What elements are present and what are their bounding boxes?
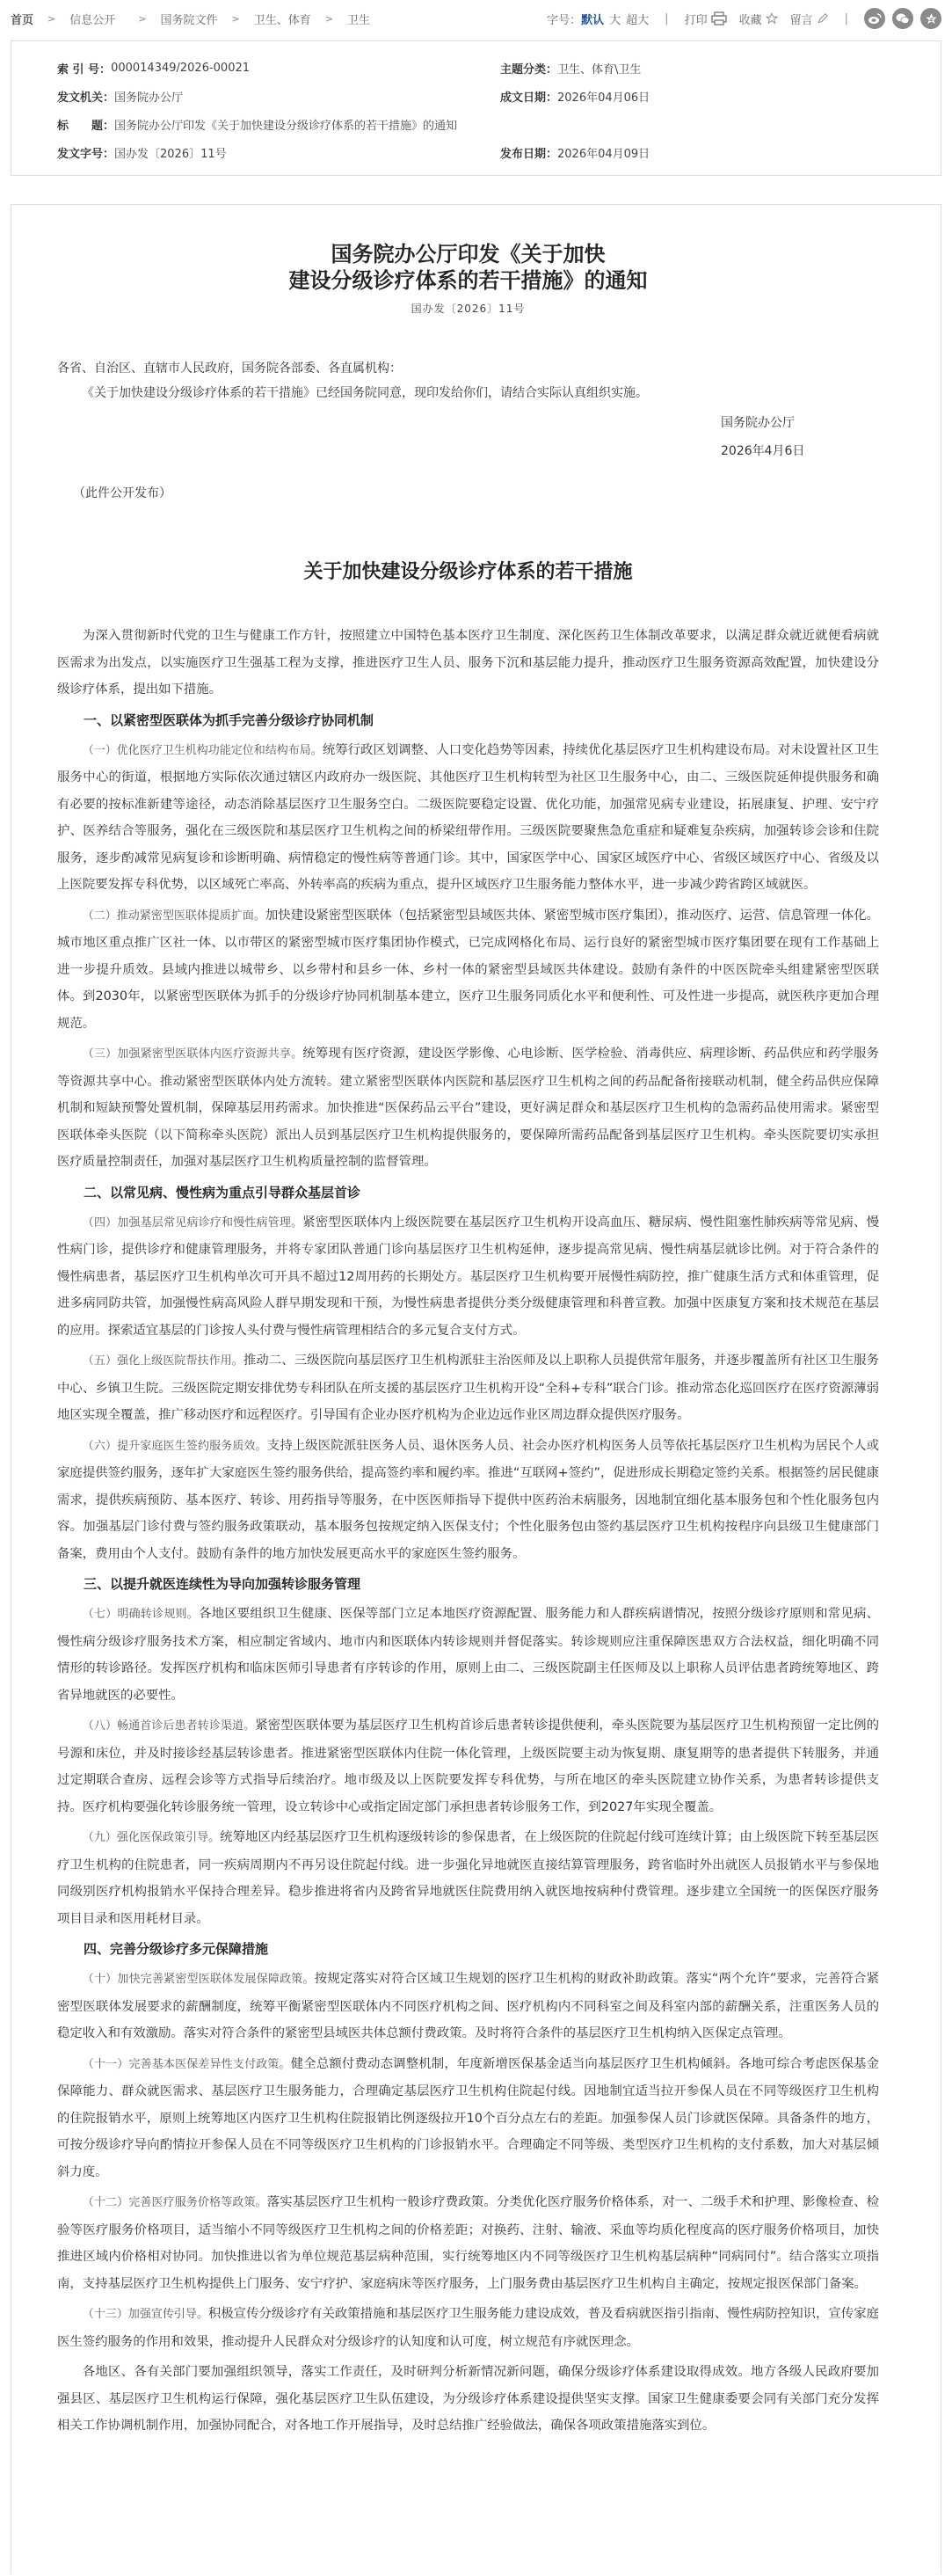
measure-text: 落实基层医疗卫生机构一般诊疗费政策。分类优化医疗服务价格体系，对一、二级手术和护理、影像检查、检验等医疗服务价格项目，适当缩小不同等级医疗卫生机构之间的价格差距；对换药、注射、输液、采血等均质化程度高的医疗服务价格项目，加快推进区域内价格相对协同。加快推进以省为单位规范基层病种范围，实行统筹地区内不同等级医疗卫生机构基层病种“同病同付”。结合落实立项指南，支持基层医疗卫生机构提供上门服务、安宁疗护、家庭病床等医疗服务，上门服务费由基层医疗卫生机构自主确定，按规定报医保部门备案。 — [57, 2195, 879, 2291]
measure-text: 各地区要组织卫生健康、医保等部门立足本地医疗资源配置、服务能力和人群疾病谱情况，按照分级诊疗原则和常见病、慢性病分级诊疗服务技术方案，相应制定省域内、地市内和医联体内转诊规则并督促落实。转诊规则应注重保障医患双方合法权益，细化明确不同情形的转诊路径。发挥医疗机构和临床医师引导患者有序转诊的作用，原则上由二、三级医院副主任医师及以上职称人员评估患者跨统筹地区、跨省异地就医的必要性。 — [57, 1607, 879, 1703]
measure-heading: （五）强化上级医院帮扶作用。 — [82, 1354, 243, 1368]
printer-icon — [711, 11, 727, 26]
breadcrumb-home[interactable]: 首页 — [11, 13, 34, 27]
breadcrumb-state-council-docs[interactable]: 国务院文件 — [160, 13, 218, 27]
doc-no-value: 国办发〔2026〕11号 — [114, 147, 227, 161]
font-size-default[interactable]: 默认 — [581, 13, 605, 27]
font-size-large[interactable]: 大 — [609, 13, 621, 27]
document-title — [57, 241, 879, 294]
sign-date: 2026年4月6日 — [721, 444, 805, 458]
measure-paragraph — [57, 1040, 879, 1176]
section-heading: 三、以提升就医连续性为导向加强转诊服务管理 — [84, 1576, 361, 1592]
preamble: 为深入贯彻新时代党的卫生与健康工作方针，按照建立中国特色基本医疗卫生制度、深化医药卫生体制改革要求，以满足群众就近就便看病就医需求为出发点，以实施医疗卫生强基工程为支撑，推进医疗卫生人员、服务下沉和基层能力提升，推动医疗卫生服务资源高效配置，加快建设分级诊疗体系，提出如下措施。 — [57, 629, 879, 697]
document-metadata — [11, 40, 941, 176]
star-icon — [766, 12, 778, 25]
measure-text: 紧密型医联体内上级医院要在基层医疗卫生机构开设高血压、糖尿病、慢性阻塞性肺疾病等常见病、慢性病门诊，提供诊疗和健康管理服务，并将专家团队普通门诊向基层医疗卫生机构延伸，逐步提高常见病、慢性病基层就诊比例。对于符合条件的慢性病患者，基层医疗卫生机构单次可开具不超过12周用药的长期处方。基层医疗卫生机构要开展慢性病防控，推广健康生活方式和体重管理，促进多病同防共管，加强慢性病高风险人群早期发现和干预，为慢性病患者提供分类分级健康管理和科普宣教。加强中医康复方案和技术规范在基层的应用。探索适宜基层的门诊按人头付费与慢性病管理相结合的多元复合支付方式。 — [57, 1215, 879, 1338]
measures-title: 关于加快建设分级诊疗体系的若干措施 — [303, 561, 633, 583]
issuer-label: 发文机关： — [57, 91, 115, 105]
measure-heading: （七）明确转诊规则。 — [82, 1608, 199, 1621]
print-button[interactable] — [685, 11, 727, 27]
measure-heading: （八）畅通首诊后患者转诊渠道。 — [82, 1719, 256, 1733]
sections-container — [57, 707, 879, 2356]
measure-heading: （二）推动紧密型医联体提质扩面。 — [82, 909, 265, 923]
publication-note: （此件公开发布） — [73, 486, 171, 500]
measure-paragraph — [57, 2051, 879, 2186]
intro-paragraph: 《关于加快建设分级诊疗体系的若干措施》已经国务院同意，现印发给你们，请结合实际认真组织实施。 — [82, 386, 648, 400]
meta-row — [57, 110, 941, 138]
measure-text: 加快建设紧密型医联体（包括紧密型县域医共体、紧密型城市医疗集团），推动医疗、运营、信息管理一体化。城市地区重点推广区社一体、以市带区的紧密型城市医疗集团协作模式，已完成网格化布局、运行良好的紧密型城市医疗集团要在现有工作基础上进一步提升质效。县域内推进以城带乡、以乡带村和县乡一体、乡村一体的紧密型县域医共体建设。鼓励有条件的中医医院牵头组建紧密型医联体。到2030年，以紧密型医联体为抓手的分级诊疗协同机制基本建立，医疗卫生服务同质化水平和便利性、可及性进一步提高，就医秩序更加合理规范。 — [57, 908, 879, 1031]
title-line-2: 建设分级诊疗体系的若干措施》的通知 — [288, 268, 648, 293]
index-no-value: 000014349/2026-00021 — [111, 61, 251, 75]
breadcrumb-info-public[interactable]: 信息公开 — [69, 13, 116, 27]
measure-heading: （十三）加强宣传引导。 — [82, 2308, 208, 2321]
font-size-label: 字号： — [547, 13, 582, 27]
pencil-icon — [817, 12, 829, 25]
measure-paragraph — [57, 902, 879, 1038]
doc-no-label: 发文字号： — [57, 147, 115, 161]
measure-paragraph — [57, 1433, 879, 1568]
closing-paragraph: 各地区、各有关部门要加强组织领导，落实工作责任，及时研判分析新情况新问题，确保分级诊疗体系建设取得成效。地方各级人民政府要加强县区、基层医疗卫生机构运行保障，强化基层医疗卫生队伍建设，为分级诊疗体系建设提供坚实支撑。国家卫生健康委要会同有关部门充分发挥相关工作协调机制作用，加强协同配合，对各地工作开展指导，及时总结推广经验做法，确保各项政策措施落实到位。 — [57, 2365, 879, 2433]
measure-paragraph — [57, 2301, 879, 2355]
page-tools — [547, 8, 941, 29]
section-heading: 二、以常见病、慢性病为重点引导群众基层首诊 — [84, 1184, 361, 1200]
measure-heading: （六）提升家庭医生签约服务质效。 — [82, 1439, 267, 1453]
measure-text: 健全总额付费动态调整机制，年度新增医保基金适当向基层医疗卫生机构倾斜。各地可综合考虑医保基金保障能力、群众就医需求、基层医疗卫生服务能力，合理确定基层医疗卫生机构住院起付线。因地制宜适当拉开参保人员在不同等级医疗卫生机构的住院报销水平，原则上统筹地区内医疗卫生机构住院报销比例逐级拉开10个百分点左右的差距。加强参保人员门诊就医保障。具备条件的地方，可按分级诊疗导向酌情拉开参保人员在不同等级医疗卫生机构的门诊报销水平。合理确定不同等级、类型医疗卫生机构的支付系数，加大对基层倾斜力度。 — [57, 2056, 879, 2179]
meta-row — [57, 138, 941, 166]
issuer-value: 国务院办公厅 — [114, 91, 184, 105]
section-heading: 一、以紧密型医联体为抓手完善分级诊疗协同机制 — [84, 712, 374, 728]
top-bar — [0, 0, 952, 37]
measure-paragraph — [57, 2189, 879, 2297]
written-date-label: 成文日期： — [500, 91, 558, 105]
measure-text: 积极宣传分级诊疗有关政策措施和基层医疗卫生服务能力建设成效，普及看病就医指引指南、慢性病防控知识，宣传家庭医生签约服务的作用和效果，推动提升人民群众对分级诊疗的认知度和认可度，树立规范有序就医理念。 — [57, 2307, 879, 2349]
measure-heading: （三）加强紧密型医联体内医疗资源共享。 — [82, 1047, 303, 1061]
measure-text: 支持上级医院派驻医务人员、退休医务人员、社会办医疗机构医务人员等依托基层医疗卫生机构为居民个人或家庭提供签约服务，逐年扩大家庭医生签约服务供给，提高签约率和履约率。推进“互联网+签约”，促进形成长期稳定签约关系。根据签约居民健康需求，提供疾病预防、基本医疗、转诊、用药指导等服务，在中医医师指导下提供中医药治未病服务，因地制宜细化基本服务包和个性化服务包内容。加强基层门诊付费与签约服务政策联动，基本服务包按规定纳入医保支付；个性化服务包由签约基层医疗卫生机构按程序向县级卫生健康部门备案，费用由个人支付。鼓励有条件的地方加快发展更高水平的家庭医生签约服务。 — [57, 1438, 879, 1561]
category-value: 卫生、体育\卫生 — [557, 62, 642, 77]
measure-paragraph — [57, 1824, 879, 1932]
measure-text: 统筹地区内经基层医疗卫生机构逐级转诊的参保患者，在上级医院的住院起付线可连续计算；由上级医院下转至基层医疗卫生机构的住院患者，同一疾病周期内不再另设住院起付线。进一步强化异地就医直接结算管理服务，跨省临时外出就医人员报销水平与参保地同级别医疗机构报销水平保持合理差异。稳步推进将省内及跨省异地就医住院费用纳入就医地按病种付费管理。逐步建立全国统一的医保医疗服务项目目录和医用耗材目录。 — [57, 1830, 879, 1926]
breadcrumb-separator: > — [324, 12, 333, 25]
breadcrumb-separator: > — [231, 12, 240, 25]
breadcrumb-health[interactable]: 卫生 — [346, 13, 370, 27]
breadcrumb — [11, 11, 370, 27]
measure-text: 紧密型医联体要为基层医疗卫生机构首诊后患者转诊提供便利，牵头医院要为基层医疗卫生机构预留一定比例的号源和床位，并及时接诊经基层转诊患者。推进紧密型医联体内住院一体化管理，上级医院要主动为恢复期、康复期等的患者提供下转服务，并通过定期联合查房、远程会诊等方式指导后续治疗。地市级及以上医院要发挥专科优势，与所在地区的牵头医院建立协作关系，为患者转诊提供支持。医疗机构要强化转诊服务统一管理，设立转诊中心或指定固定部门承担患者转诊服务工作，到2027年实现全覆盖。 — [57, 1719, 879, 1814]
signer: 国务院办公厅 — [721, 416, 795, 430]
share-icons — [864, 8, 941, 29]
divider: | — [844, 11, 848, 26]
wechat-icon[interactable] — [892, 8, 913, 29]
written-date-value: 2026年04月06日 — [557, 91, 650, 105]
measure-heading: （十一）完善基本医保差异性支付政策。 — [82, 2057, 291, 2071]
measure-text: 统筹行政区划调整、人口变化趋势等因素，持续优化基层医疗卫生机构建设布局。对未设置社区卫生服务中心的街道，根据地方实际依次通过辖区内政府办一级医院、其他医疗卫生机构转型为社区卫生服务中心，由二、三级医院延伸提供服务和确有必要的按标准新建等途径，动态消除基层医疗卫生服务空白。二级医院要稳定设置、优化功能，加强常见病专业建设，拓展康复、护理、安宁疗护、医养结合等服务，强化在三级医院和基层医疗卫生机构之间的桥梁纽带作用。三级医院要聚焦急危重症和疑难复杂疾病，加强转诊会诊和住院服务，逐步酌减常见病复诊和诊断明确、病情稳定的慢性病等普通门诊。其中，国家医学中心、国家区域医疗中心、省级区域医疗中心、省级及以上医院要发挥专科优势，以区域死亡率高、外转率高的疾病为重点，提升区域医疗卫生服务能力整体水平，进一步减少跨省跨区域就医。 — [57, 742, 880, 892]
section-heading: 四、完善分级诊疗多元保障措施 — [84, 1941, 269, 1957]
title-value: 国务院办公厅印发《关于加快建设分级诊疗体系的若干措施》的通知 — [114, 119, 458, 133]
measure-text: 按规定落实对符合区域卫生规划的医疗卫生机构的财政补助政策。落实“两个允许”要求，完善符合紧密型医联体发展要求的薪酬制度，统筹平衡紧密型医联体内不同医疗机构之间、医疗机构内不同科室之间及科室内部的薪酬关系，注重医务人员的稳定收入和有效激励。落实对符合条件的紧密型县域医共体总额付费政策。及时将符合条件的基层医疗卫生机构纳入医保定点管理。 — [57, 1972, 879, 2040]
meta-row — [57, 54, 941, 82]
breadcrumb-separator: > — [47, 12, 56, 25]
qzone-icon[interactable] — [920, 8, 941, 29]
title-label: 标 题： — [57, 119, 115, 133]
measure-paragraph — [57, 737, 879, 899]
document-content — [11, 204, 941, 2574]
publish-date-label: 发布日期： — [500, 147, 558, 161]
measure-heading: （十二）完善医疗服务价格等政策。 — [82, 2196, 267, 2209]
measure-heading: （一）优化医疗卫生机构功能定位和结构布局。 — [82, 743, 323, 757]
font-size-xlarge[interactable]: 超大 — [626, 13, 650, 27]
measure-heading: （九）强化医保政策引导。 — [82, 1831, 221, 1844]
measure-paragraph — [57, 1601, 879, 1709]
measure-paragraph — [57, 1712, 879, 1821]
comment-label: 留言 — [789, 13, 813, 27]
measure-heading: （四）加强基层常见病诊疗和慢性病管理。 — [82, 1215, 303, 1230]
measure-text: 推动二、三级医院向基层医疗卫生机构派驻主治医师及以上职称人员提供常年服务，并逐步覆盖所有社区卫生服务中心、乡镇卫生院。三级医院定期安排优势专科团队在所支援的基层医疗卫生机构开设“全科+专科”联合门诊。推动常态化巡回医疗在医疗资源薄弱地区实现全覆盖，推广移动医疗和远程医疗。引导国有企业办医疗机构为企业边远作业区周边群众提供医疗服务。 — [57, 1354, 879, 1422]
measure-paragraph — [57, 1347, 879, 1429]
category-label: 主题分类： — [500, 62, 558, 77]
index-no-label: 索 引 号： — [57, 62, 112, 77]
title-line-1: 国务院办公厅印发《关于加快 — [331, 242, 606, 266]
publish-date-value: 2026年04月09日 — [557, 147, 650, 161]
measure-paragraph — [57, 1966, 879, 2047]
weibo-icon[interactable] — [864, 8, 885, 29]
breadcrumb-separator: > — [138, 12, 147, 25]
measure-heading: （十）加快完善紧密型医联体发展保障政策。 — [82, 1973, 315, 1986]
divider: | — [665, 11, 669, 26]
breadcrumb-health-sports[interactable]: 卫生、体育 — [253, 13, 311, 27]
addressee: 各省、自治区、直辖市人民政府，国务院各部委、各直属机构： — [57, 361, 402, 376]
favorite-button[interactable] — [739, 11, 778, 27]
comment-button[interactable] — [790, 11, 829, 27]
print-label: 打印 — [684, 13, 708, 27]
meta-row — [57, 82, 941, 110]
signature-block — [57, 409, 879, 465]
measure-text: 统筹现有医疗资源，建设医学影像、心电诊断、医学检验、消毒供应、病理诊断、药品供应和药学服务等资源共享中心。推动紧密型医联体内处方流转。建立紧密型医联体内医院和基层医疗卫生机构之间的药品配备衔接联动机制，健全药品供应保障机制和短缺预警处置机制，保障基层用药需求。加快推进“医保药品云平台”建设，更好满足群众和基层医疗卫生机构的急需药品使用需求。紧密型医联体牵头医院（以下简称牵头医院）派出人员到基层医疗卫生机构提供服务的，要保障所需药品配备到基层医疗卫生机构。牵头医院要切实承担医疗质量控制责任，加强对基层医疗卫生机构质量控制的监督管理。 — [57, 1047, 879, 1169]
favorite-label: 收藏 — [738, 13, 762, 27]
measure-paragraph — [57, 1209, 879, 1345]
document-number: 国办发〔2026〕11号 — [411, 303, 526, 315]
